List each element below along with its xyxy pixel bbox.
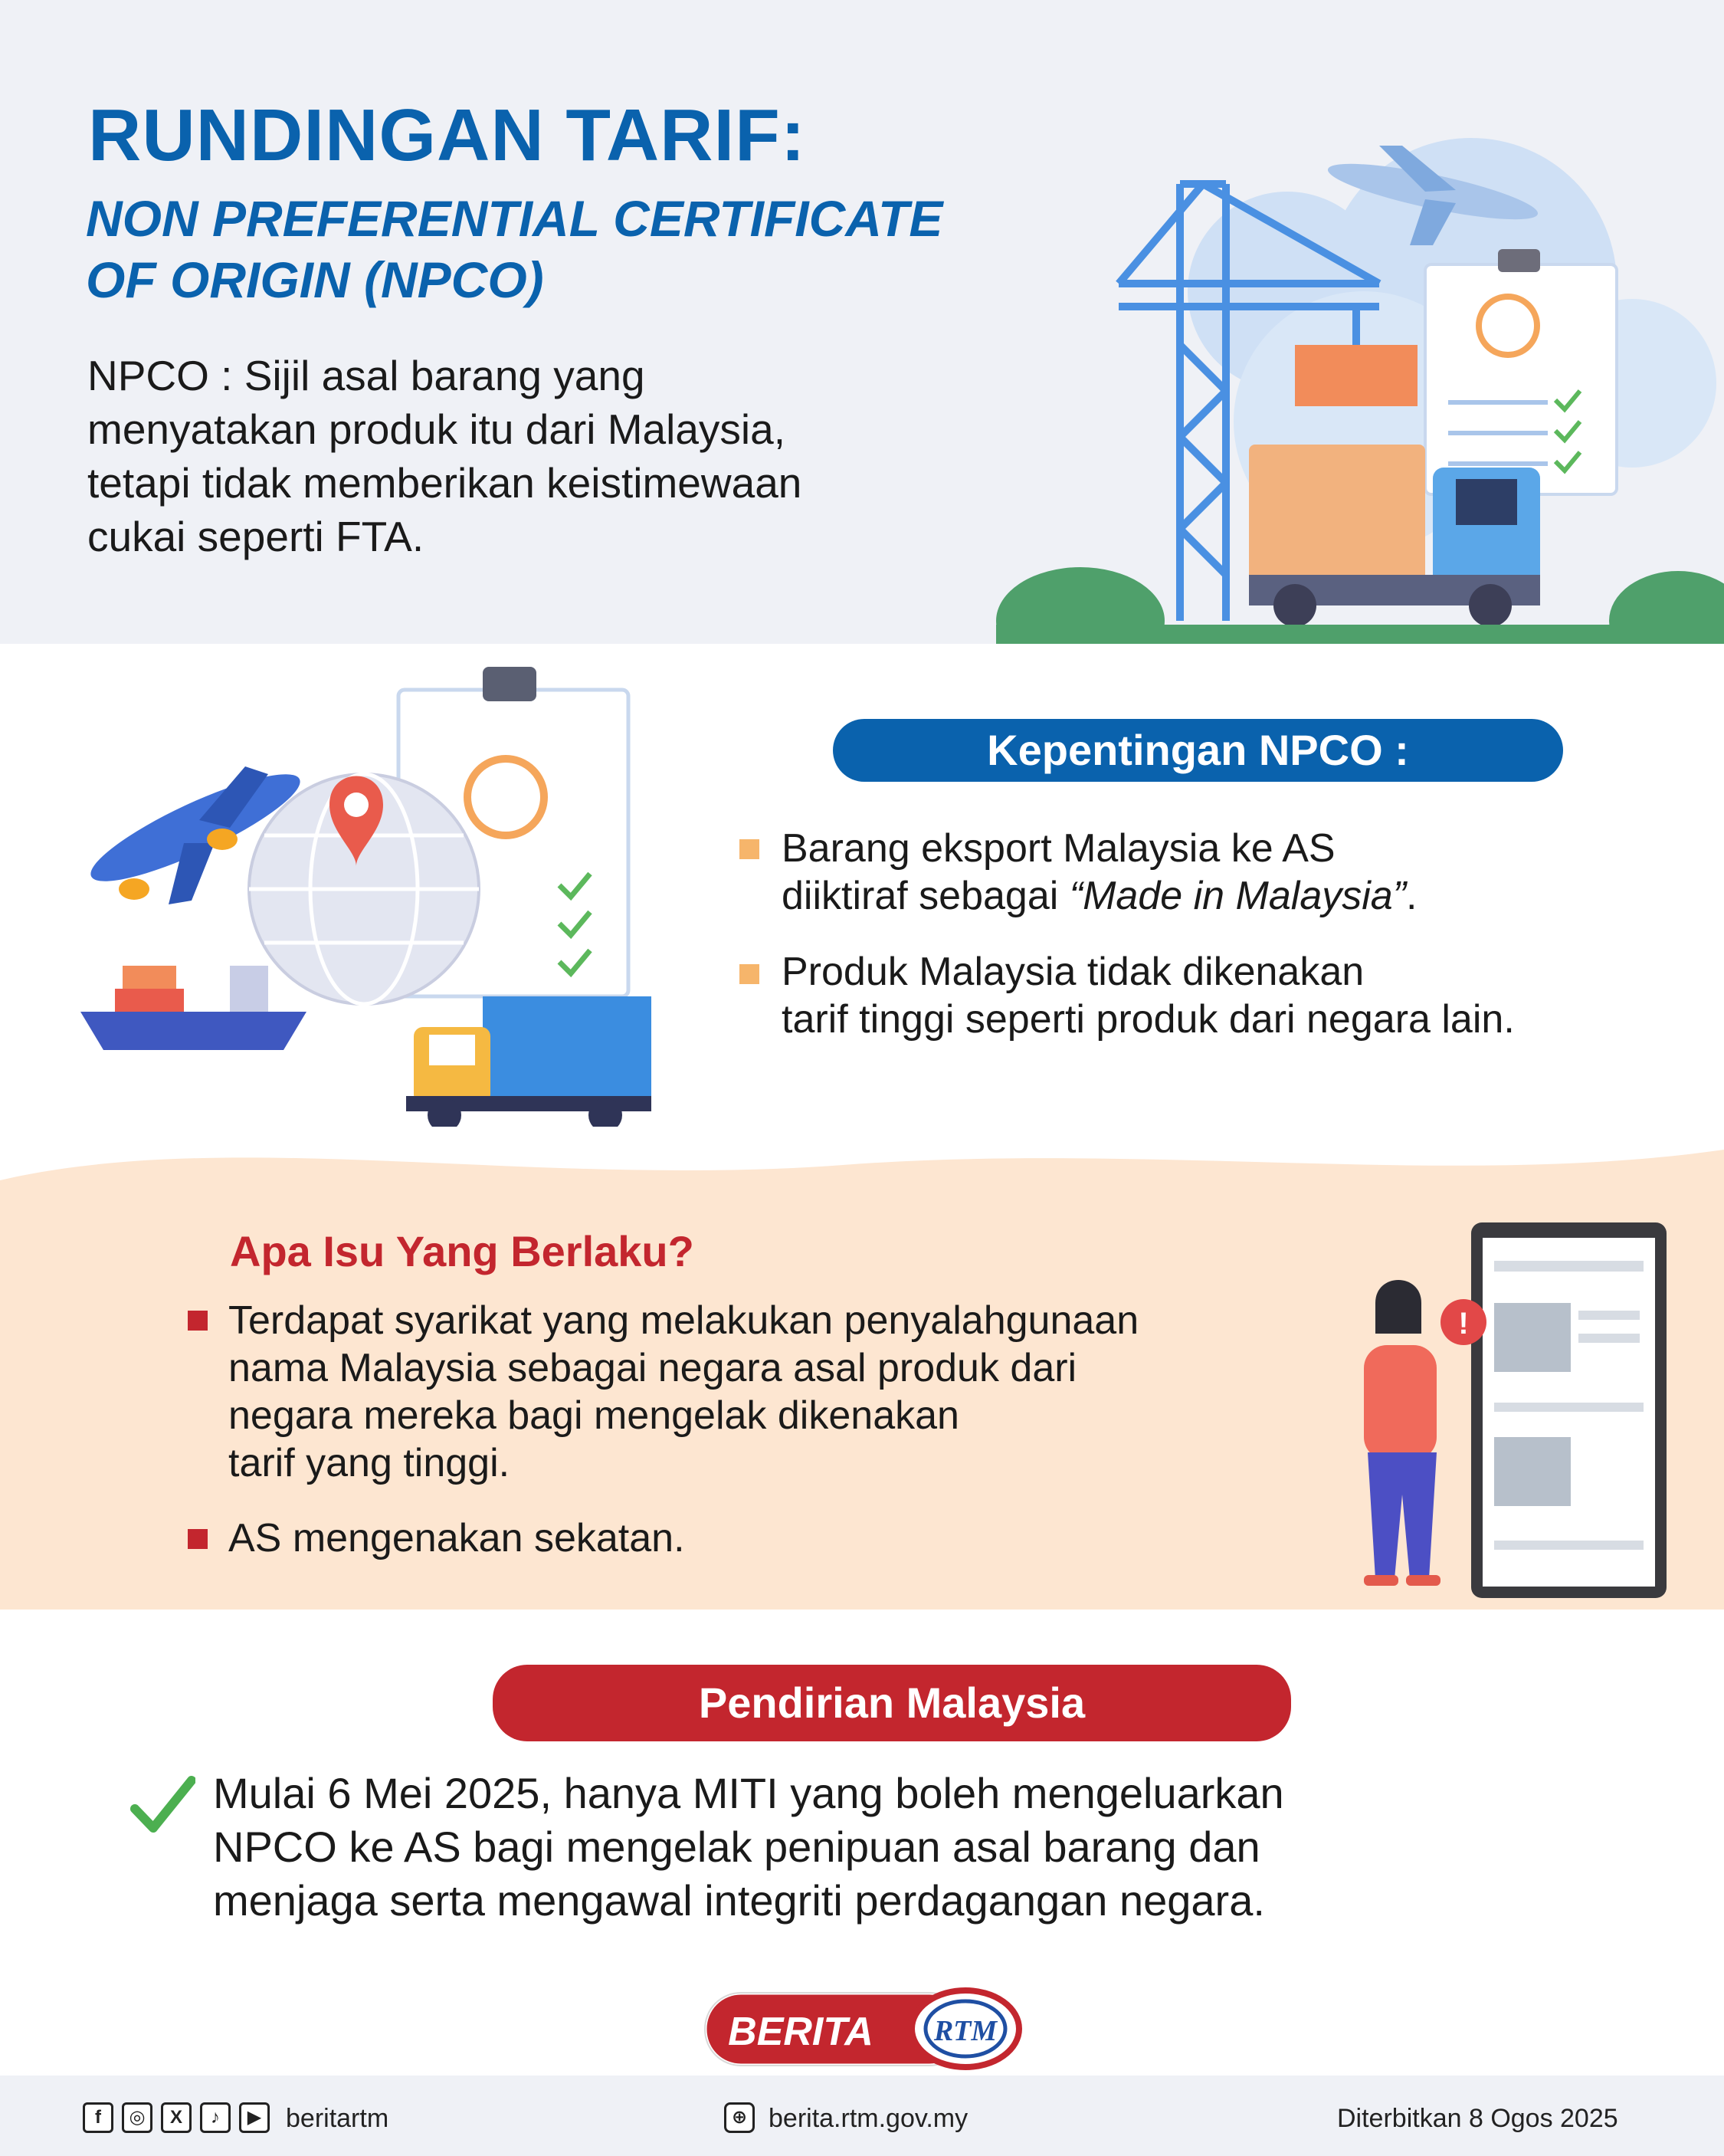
social-handle[interactable]: beritartm	[286, 2104, 389, 2133]
pendirian-heading: Pendirian Malaysia	[493, 1665, 1291, 1741]
made-in-malaysia-text: “Made in Malaysia”	[1069, 874, 1407, 918]
check-icon	[130, 1774, 195, 1836]
truck-wheel	[1469, 584, 1512, 627]
cargo-ship-icon	[80, 966, 306, 1050]
x-icon[interactable]: X	[161, 2102, 192, 2133]
bullet-text: diiktiraf sebagai	[782, 874, 1070, 918]
screen-image	[1494, 1303, 1571, 1372]
berita-rtm-logo	[701, 1985, 1023, 2073]
bullet-line: nama Malaysia sebagai negara asal produk dari	[228, 1346, 1077, 1390]
facebook-icon[interactable]: f	[83, 2102, 113, 2133]
kepentingan-bullet	[782, 825, 1417, 920]
bullet-square	[188, 1311, 208, 1331]
subtitle-line: NON PREFERENTIAL CERTIFICATE	[86, 190, 943, 247]
bullet-text: .	[1406, 874, 1418, 918]
tiktok-icon[interactable]: ♪	[200, 2102, 231, 2133]
bullet-square	[739, 964, 759, 984]
subtitle-line: OF ORIGIN (NPCO)	[86, 251, 544, 308]
person-shoe	[1364, 1575, 1398, 1586]
bullet-line	[782, 872, 1417, 920]
global-trade-illustration	[77, 667, 659, 1127]
truck-wheel	[1273, 584, 1316, 627]
phone-screen	[1483, 1238, 1655, 1587]
bullet-line: Terdapat syarikat yang melakukan penyalahgunaan	[228, 1298, 1139, 1343]
published-date: Diterbitkan 8 Ogos 2025	[1337, 2104, 1618, 2133]
statement-line: Mulai 6 Mei 2025, hanya MITI yang boleh mengeluarkan	[213, 1769, 1284, 1817]
logistics-illustration	[996, 130, 1724, 644]
bullet-square	[188, 1529, 208, 1549]
definition-line: NPCO : Sijil asal barang yang	[87, 352, 645, 399]
definition-line: tetapi tidak memberikan keistimewaan	[87, 459, 802, 507]
bullet-line: Barang eksport Malaysia ke AS	[782, 826, 1336, 871]
bullet-line: tarif yang tinggi.	[228, 1441, 510, 1485]
issue-bullet	[228, 1297, 1139, 1487]
screen-line	[1578, 1334, 1640, 1343]
page-title: RUNDINGAN TARIF:	[88, 94, 806, 176]
statement-line: menjaga serta mengawal integriti perdagangan negara.	[213, 1876, 1265, 1925]
screen-line	[1494, 1541, 1644, 1550]
person-hair	[1375, 1280, 1421, 1334]
website-link[interactable]: berita.rtm.gov.my	[769, 2104, 969, 2133]
bullet-line: AS mengenakan sekatan.	[228, 1516, 685, 1560]
youtube-icon[interactable]: ▶	[239, 2102, 270, 2133]
instagram-icon[interactable]: ◎	[122, 2102, 152, 2133]
delivery-truck-icon	[406, 996, 651, 1127]
person-shoe	[1406, 1575, 1440, 1586]
screen-image	[1494, 1437, 1571, 1506]
person-legs	[1368, 1452, 1437, 1579]
truck-window	[1456, 479, 1517, 525]
kepentingan-bullet	[782, 948, 1515, 1043]
screen-line	[1494, 1261, 1644, 1272]
globe-web-icon: ⊕	[724, 2102, 755, 2133]
issue-heading: Apa Isu Yang Berlaku?	[230, 1227, 694, 1275]
bullet-line: negara mereka bagi mengelak dikenakan	[228, 1393, 959, 1438]
page-subtitle	[86, 188, 1082, 310]
bullet-line: Produk Malaysia tidak dikenakan	[782, 950, 1365, 994]
statement-line: NPCO ke AS bagi mengelak penipuan asal barang dan	[213, 1823, 1260, 1871]
person-torso	[1364, 1345, 1437, 1460]
pendirian-statement	[213, 1767, 1592, 1928]
clipboard-clip	[1498, 249, 1540, 272]
truck-container	[1249, 445, 1425, 582]
exclamation-icon: !	[1458, 1307, 1469, 1341]
kepentingan-heading: Kepentingan NPCO :	[833, 719, 1563, 782]
npco-definition	[87, 349, 1030, 563]
warning-phone-illustration	[1333, 1219, 1670, 1602]
ground	[996, 625, 1724, 644]
clipboard-clip	[483, 667, 536, 701]
logo-text: BERITA	[728, 2010, 873, 2054]
bullet-line: tarif tinggi seperti produk dari negara lain.	[782, 997, 1515, 1042]
screen-line	[1578, 1311, 1640, 1320]
bullet-square	[739, 839, 759, 859]
screen-line	[1494, 1403, 1644, 1412]
issue-bullet	[228, 1514, 685, 1562]
rtm-logo-text: RTM	[933, 2015, 998, 2047]
definition-line: cukai seperti FTA.	[87, 513, 424, 560]
definition-line: menyatakan produk itu dari Malaysia,	[87, 405, 786, 453]
shipping-container	[1295, 345, 1418, 406]
map-pin-center	[344, 793, 369, 817]
